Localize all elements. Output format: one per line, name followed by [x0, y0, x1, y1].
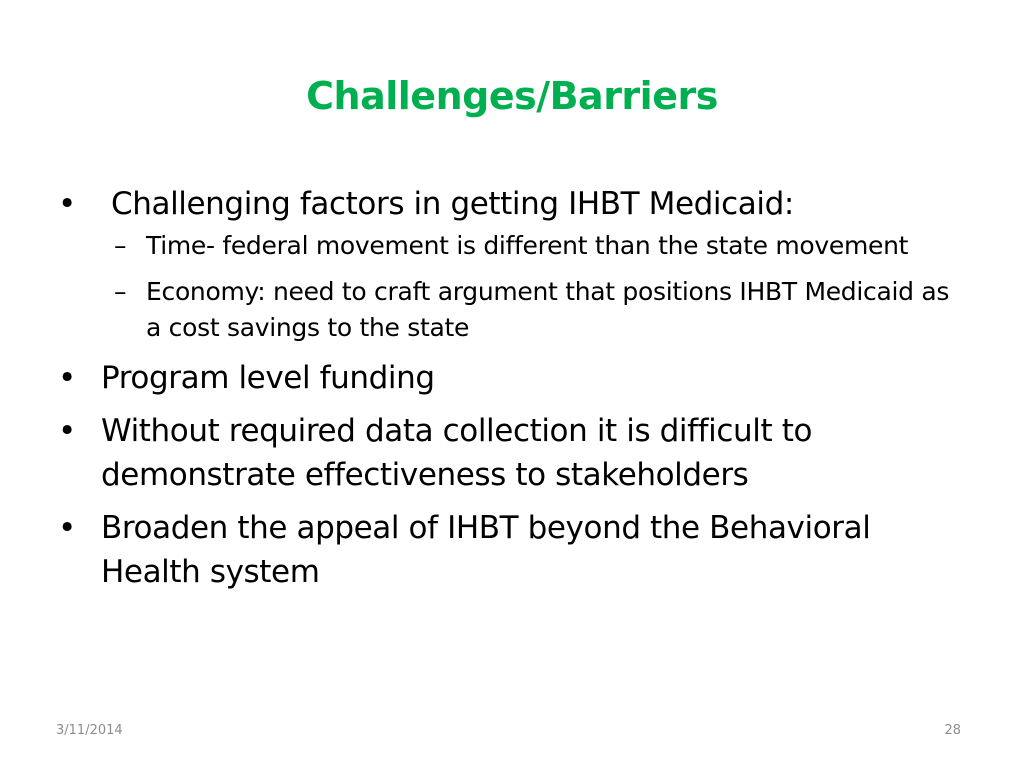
- bullet-item: [56, 506, 956, 594]
- bullet-marker: •: [58, 413, 76, 449]
- sub-bullet-item: [56, 274, 956, 346]
- bullet-text: Without required data collection it is difficult to demonstrate effectiveness to stakeholders: [101, 413, 813, 493]
- bullet-item: [56, 409, 956, 497]
- bullet-marker: •: [58, 186, 76, 222]
- sub-bullet-item: [56, 228, 956, 264]
- sub-bullet-marker: –: [114, 277, 127, 306]
- sub-bullet-marker: –: [114, 231, 127, 260]
- slide-body: [56, 182, 956, 594]
- bullet-marker: •: [58, 510, 76, 546]
- sub-bullet-text: Economy: need to craft argument that positions IHBT Medicaid as a cost savings to the state: [146, 277, 950, 342]
- bullet-item: [56, 356, 956, 400]
- bullet-text: Broaden the appeal of IHBT beyond the Behavioral Health system: [101, 510, 871, 590]
- sub-bullet-text: Time- federal movement is different than the state movement: [146, 231, 909, 260]
- bullet-marker: •: [58, 360, 76, 396]
- bullet-text: Challenging factors in getting IHBT Medicaid:: [111, 186, 794, 222]
- bullet-item: [56, 182, 956, 226]
- sub-bullet-list: [56, 228, 956, 346]
- slide-title: Challenges/Barriers: [306, 74, 718, 118]
- footer-date: 3/11/2014: [56, 723, 123, 738]
- bullet-text: Program level funding: [101, 360, 435, 396]
- slide-number: 28: [944, 723, 961, 738]
